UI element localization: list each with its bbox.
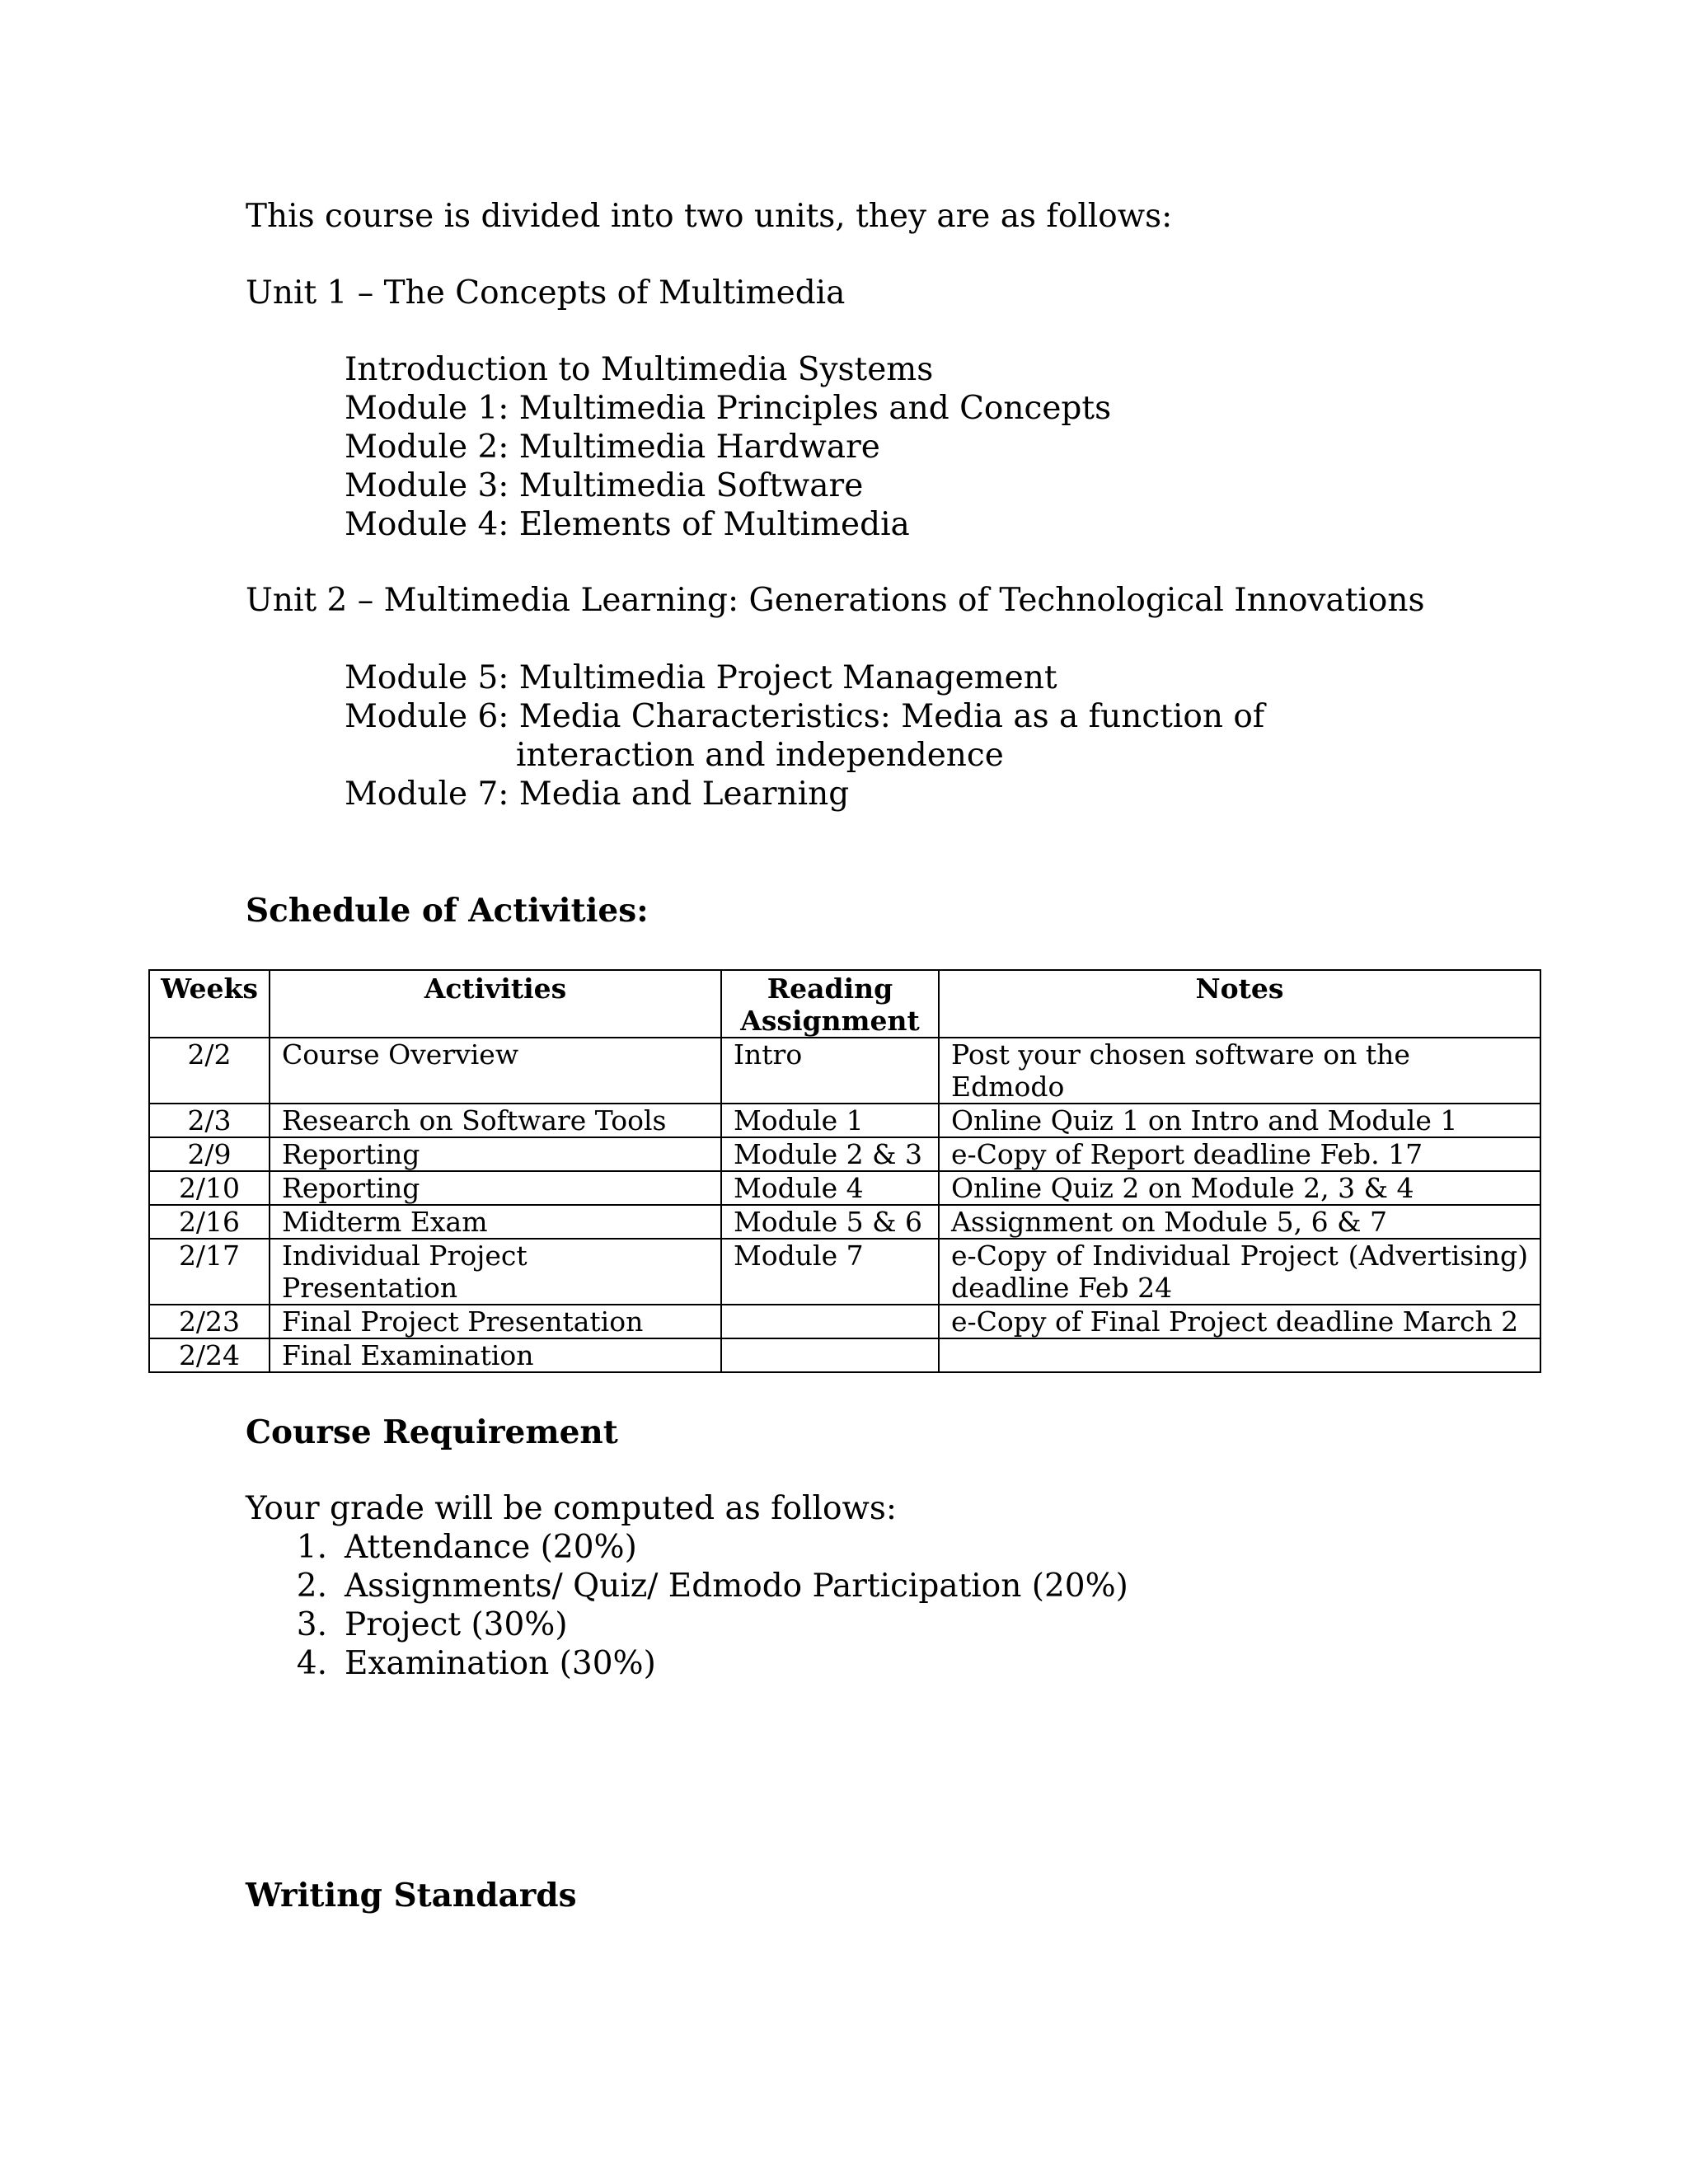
cell-notes: Assignment on Module 5, 6 & 7	[939, 1205, 1540, 1239]
cell-activity: Individual Project Presentation	[270, 1239, 721, 1305]
cell-reading: Module 1	[721, 1104, 939, 1137]
requirement-heading: Course Requirement	[246, 1413, 618, 1451]
cell-notes: e-Copy of Individual Project (Advertising) deadline Feb 24	[939, 1239, 1540, 1305]
list-number: 3.	[296, 1606, 327, 1643]
table-row	[149, 1038, 1540, 1104]
list-item: Project (30%)	[345, 1606, 568, 1643]
column-header-activities: Activities	[270, 970, 721, 1038]
schedule-heading: Schedule of Activities:	[246, 892, 649, 930]
unit-2-item-continuation: interaction and independence	[516, 737, 1004, 774]
writing-standards-heading: Writing Standards	[246, 1877, 577, 1915]
unit-1-item: Module 1: Multimedia Principles and Concepts	[345, 390, 1112, 427]
cell-notes: Post your chosen software on the Edmodo	[939, 1038, 1540, 1104]
cell-notes: Online Quiz 2 on Module 2, 3 & 4	[939, 1171, 1540, 1205]
unit-2-item: Module 6: Media Characteristics: Media as a function of	[345, 698, 1265, 735]
cell-week: 2/10	[149, 1171, 270, 1205]
list-number: 1.	[296, 1529, 327, 1566]
cell-week: 2/9	[149, 1137, 270, 1171]
schedule-table	[148, 969, 1541, 1373]
list-number: 4.	[296, 1645, 327, 1682]
list-item: Assignments/ Quiz/ Edmodo Participation (20%)	[345, 1568, 1128, 1605]
cell-week: 2/2	[149, 1038, 270, 1104]
table-row	[149, 1239, 1540, 1305]
unit-1-item: Module 2: Multimedia Hardware	[345, 429, 880, 466]
cell-activity: Reporting	[270, 1137, 721, 1171]
cell-activity: Course Overview	[270, 1038, 721, 1104]
cell-reading: Module 4	[721, 1171, 939, 1205]
unit-1-item: Module 3: Multimedia Software	[345, 467, 864, 504]
cell-reading: Intro	[721, 1038, 939, 1104]
table-row	[149, 1305, 1540, 1338]
column-header-weeks: Weeks	[149, 970, 270, 1038]
unit-2-item: Module 7: Media and Learning	[345, 776, 850, 813]
requirement-lead: Your grade will be computed as follows:	[246, 1490, 897, 1527]
cell-notes	[939, 1338, 1540, 1372]
cell-week: 2/24	[149, 1338, 270, 1372]
table-row	[149, 1104, 1540, 1137]
column-header-reading-line-1: Reading	[767, 972, 893, 1005]
unit-1-item: Module 4: Elements of Multimedia	[345, 506, 910, 543]
cell-notes: e-Copy of Final Project deadline March 2	[939, 1305, 1540, 1338]
cell-reading: Module 5 & 6	[721, 1205, 939, 1239]
cell-week: 2/3	[149, 1104, 270, 1137]
list-item: Examination (30%)	[345, 1645, 656, 1682]
cell-activity: Final Project Presentation	[270, 1305, 721, 1338]
table-header-row	[149, 970, 1540, 1038]
table-row	[149, 1171, 1540, 1205]
table-row	[149, 1205, 1540, 1239]
unit-1-title: Unit 1 – The Concepts of Multimedia	[246, 274, 846, 312]
unit-2-title: Unit 2 – Multimedia Learning: Generations of Technological Innovations	[246, 582, 1425, 619]
column-header-notes: Notes	[939, 970, 1540, 1038]
table-row	[149, 1137, 1540, 1171]
intro-text: This course is divided into two units, they are as follows:	[246, 198, 1173, 235]
table-row	[149, 1338, 1540, 1372]
unit-2-item: Module 5: Multimedia Project Management	[345, 659, 1057, 696]
unit-1-item: Introduction to Multimedia Systems	[345, 351, 934, 388]
cell-reading	[721, 1338, 939, 1372]
cell-week: 2/17	[149, 1239, 270, 1305]
cell-notes: Online Quiz 1 on Intro and Module 1	[939, 1104, 1540, 1137]
cell-reading: Module 7	[721, 1239, 939, 1305]
cell-reading	[721, 1305, 939, 1338]
cell-week: 2/23	[149, 1305, 270, 1338]
cell-activity: Final Examination	[270, 1338, 721, 1372]
cell-reading: Module 2 & 3	[721, 1137, 939, 1171]
cell-activity: Research on Software Tools	[270, 1104, 721, 1137]
column-header-reading-line-2: Assignment	[740, 1005, 920, 1037]
cell-activity: Midterm Exam	[270, 1205, 721, 1239]
column-header-reading	[721, 970, 939, 1038]
cell-week: 2/16	[149, 1205, 270, 1239]
cell-notes: e-Copy of Report deadline Feb. 17	[939, 1137, 1540, 1171]
cell-activity: Reporting	[270, 1171, 721, 1205]
list-number: 2.	[296, 1568, 327, 1605]
list-item: Attendance (20%)	[345, 1529, 637, 1566]
